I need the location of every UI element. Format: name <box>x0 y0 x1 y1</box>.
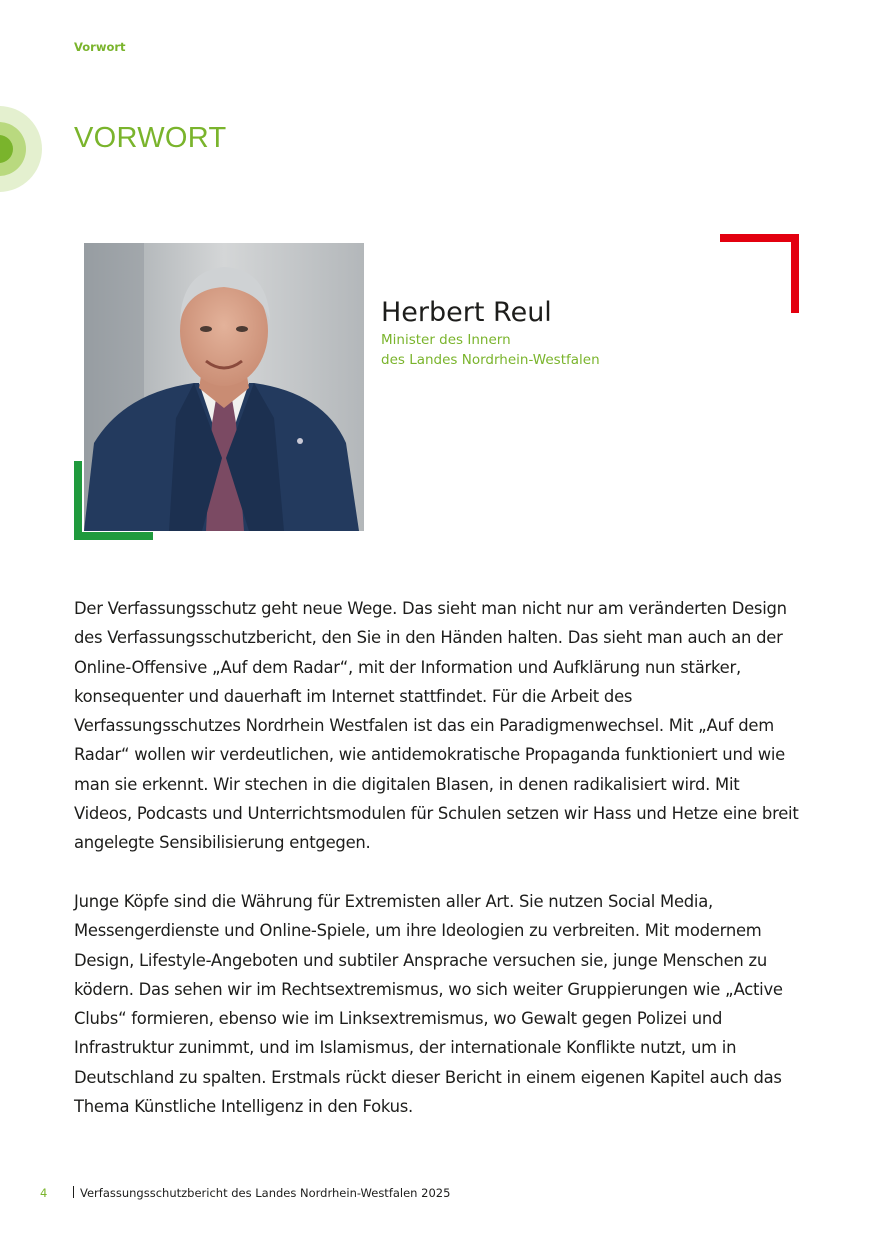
author-block <box>381 296 600 370</box>
foreword-body <box>74 594 802 1151</box>
concentric-circles-decoration <box>0 106 44 194</box>
portrait-photo <box>84 243 364 531</box>
author-role-line-1: Minister des Innern <box>381 332 511 348</box>
page-footer <box>40 1186 450 1200</box>
footer-separator <box>73 1186 74 1198</box>
running-head: Vorwort <box>74 40 126 54</box>
page-title: VORWORT <box>74 122 227 154</box>
publication-title: Verfassungsschutzbericht des Landes Nordrhein-Westfalen 2025 <box>80 1186 451 1200</box>
author-role-line-2: des Landes Nordrhein-Westfalen <box>381 352 600 368</box>
paragraph-1: Der Verfassungsschutz geht neue Wege. Das sieht man nicht nur am veränderten Design des Verfassungsschutzbericht, den Sie in den Händen halten. Das sieht man auch an der Online-Offensive „Auf dem Radar“, mit der Information und Aufklärung nun stärker, konsequenter und dauerhaft im Internet stattfindet. Für die Arbeit des Verfassungsschutzes Nordrhein Westfalen ist das ein Paradigmenwechsel. Mit „Auf dem Radar“ wollen wir verdeutlichen, wie antidemokratische Propaganda funktioniert und wie man sie erkennt. Wir stechen in die digitalen Blasen, in denen radikalisiert wird. Mit Videos, Podcasts und Unterrichtsmodulen für Schulen setzen wir Hass und Hetze eine breit angelegte Sensibilisierung entgegen. <box>74 599 799 853</box>
paragraph-2: Junge Köpfe sind die Währung für Extremisten aller Art. Sie nutzen Social Media, Messengerdienste und Online-Spiele, um ihre Ideologien zu verbreiten. Mit modernem Design, Lifestyle-Angeboten und subtiler Ansprache versuchen sie, junge Menschen zu ködern. Das sehen wir im Rechtsextremismus, wo sich weiter Gruppierungen wie „Active Clubs“ formieren, ebenso wie im Linksextremismus, wo Gewalt gegen Polizei und Infrastruktur zunimmt, und im Islamismus, der internationale Konflikte nutzt, um in Deutschland zu spalten. Erstmals rückt dieser Bericht in einem eigenen Kapitel auch das Thema Künstliche Intelligenz in den Fokus. <box>74 891 783 1117</box>
page-number: 4 <box>40 1186 48 1200</box>
red-corner-bracket <box>720 234 799 313</box>
author-name: Herbert Reul <box>381 297 552 328</box>
